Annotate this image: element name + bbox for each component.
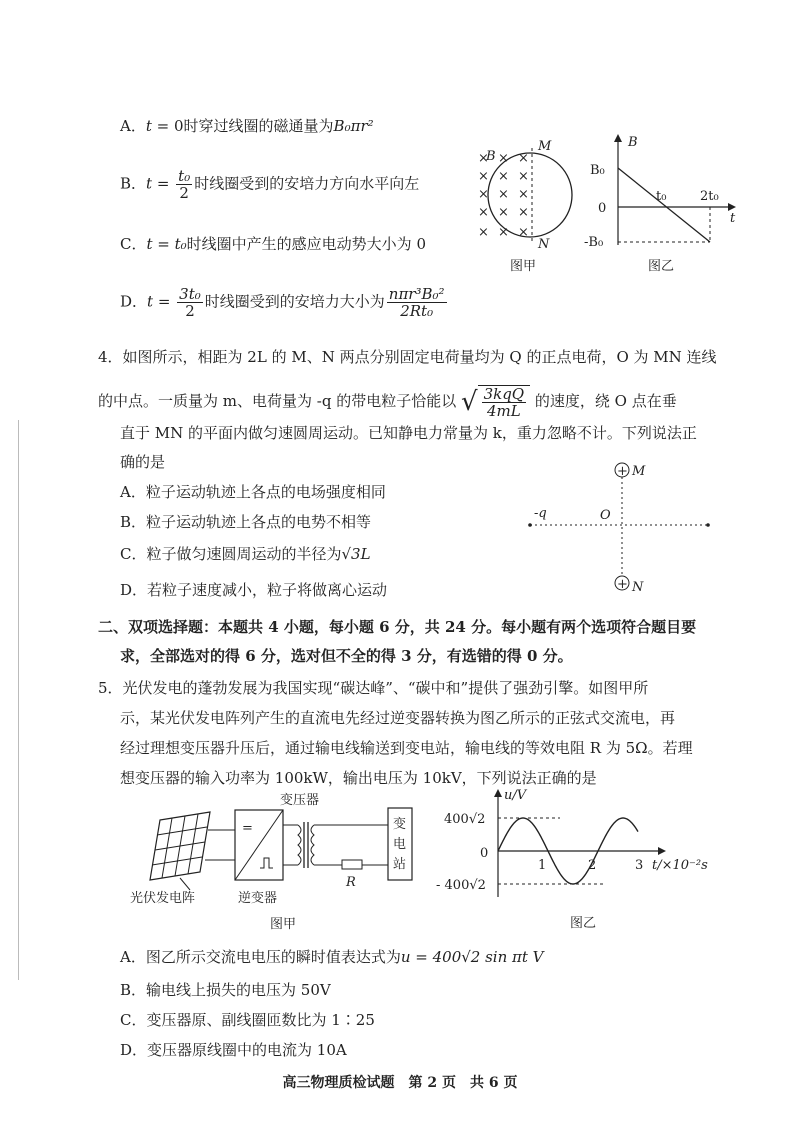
q5-option-b: B．输电线上损失的电压为 50V: [120, 981, 331, 999]
svg-text:=: =: [242, 821, 253, 836]
svg-text:O: O: [600, 508, 611, 523]
q5-line-2: 示，某光伏发电阵列产生的直流电先经过逆变器转换为图乙所示的正弦式交流电，再: [120, 709, 676, 727]
svg-text:×: ×: [478, 151, 489, 166]
svg-text:变: 变: [393, 817, 407, 832]
svg-text:×: ×: [478, 187, 489, 202]
svg-text:3: 3: [635, 858, 644, 873]
svg-text:×: ×: [518, 225, 529, 240]
svg-text:×: ×: [478, 225, 489, 240]
svg-text:×: ×: [498, 151, 509, 166]
point-m-label: M: [538, 139, 552, 154]
q4-option-a: A．粒子运动轨迹上各点的电场强度相同: [120, 483, 386, 501]
svg-text:- 400√2: - 400√2: [436, 878, 486, 893]
svg-text:×: ×: [478, 169, 489, 184]
svg-text:×: ×: [498, 225, 509, 240]
resistor-r: [342, 860, 362, 869]
svg-text:-B₀: -B₀: [584, 235, 604, 250]
q4-option-d: D．若粒子速度减小，粒子将做离心运动: [120, 581, 388, 599]
transformer-icon: [298, 822, 314, 868]
figure-caption: 图乙: [648, 259, 675, 274]
q3-option-b: B．t = $\frac{\text{t₀}}{2}$ 时线圈受到的安培力方向水平向左: [120, 167, 420, 202]
q4-line-3: 直于 MN 的平面内做匀速圆周运动。已知静电力常量为 k，重力忽略不计。下列说法正: [120, 424, 697, 442]
q5-option-d: D．变压器原线圈中的电流为 10A: [120, 1041, 347, 1059]
section-2-heading-line-1: 二、双项选择题：本题共 4 小题，每小题 6 分，共 24 分。每小题有两个选项符合题目要: [98, 618, 697, 636]
fraction: nπr³B₀² 2Rt₀: [388, 285, 445, 320]
svg-text:×: ×: [518, 169, 529, 184]
q4-option-c: C．粒子做匀速圆周运动的半径为√3L: [120, 545, 371, 563]
svg-text:t₀: t₀: [656, 189, 667, 204]
svg-text:站: 站: [393, 857, 407, 872]
q3-option-d: D．t = $\frac{\text{3t₀}}{2}$ 时线圈受到的安培力大小为 nπr³B₀² 2Rt₀: [120, 285, 445, 320]
svg-text:电: 电: [393, 837, 407, 852]
svg-text:-q: -q: [534, 506, 547, 521]
figure-caption: 图乙: [570, 916, 597, 931]
svg-text:N: N: [632, 580, 644, 595]
svg-text:t: t: [730, 211, 736, 226]
svg-text:2t₀: 2t₀: [700, 189, 719, 204]
fraction: $\frac{\text{3t₀}}{2}$: [179, 285, 201, 320]
field-label-b: B: [486, 149, 496, 164]
sqrt-expression: √ 3kqQ 4mL: [461, 385, 530, 419]
page-footer: 高三物理质检试题 第 2 页 共 6 页: [282, 1075, 518, 1091]
q5-line-3: 经过理想变压器升压后，通过输电线输送到变电站，输电线的等效电阻 R 为 5Ω。若理: [120, 739, 693, 757]
svg-text:B: B: [628, 135, 638, 150]
section-2-heading-line-2: 求，全部选对的得 6 分，选对但不全的得 3 分，有选错的得 0 分。: [120, 647, 573, 665]
svg-text:B₀: B₀: [590, 163, 605, 178]
q5-line-4: 想变压器的输入功率为 100kW，输出电压为 10kV，下列说法正确的是: [120, 769, 597, 787]
q3-option-a: A．t = 0时穿过线圈的磁通量为B₀πr²: [120, 117, 374, 135]
solar-panel-icon: [150, 812, 210, 890]
q4-line-1: 4．如图所示，相距为 2L 的 M、N 两点分别固定电荷量均为 Q 的正点电荷，O 为 MN 连线: [98, 348, 717, 366]
svg-text:R: R: [346, 875, 356, 890]
figure-caption: 图甲: [510, 259, 537, 274]
fraction: $\frac{\text{t₀}}{2}$: [178, 167, 191, 202]
q4-option-b: B．粒子运动轨迹上各点的电势不相等: [120, 513, 372, 531]
b-line: [618, 168, 710, 242]
q3-figure-bt-graph: [584, 130, 750, 280]
svg-text:0: 0: [598, 201, 607, 216]
q3-option-c: C．t = t₀时线圈中产生的感应电动势大小为 0: [120, 235, 426, 253]
magnetic-field-crosses: [478, 151, 529, 240]
svg-text:M: M: [632, 464, 646, 479]
svg-text:变压器: 变压器: [280, 793, 320, 808]
svg-text:×: ×: [518, 205, 529, 220]
margin-line: [18, 420, 19, 980]
svg-text:t/×10⁻²s: t/×10⁻²s: [652, 858, 708, 873]
svg-text:×: ×: [498, 205, 509, 220]
svg-text:×: ×: [518, 151, 529, 166]
q5-line-1: 5．光伏发电的蓬勃发展为我国实现“碳达峰”、“碳中和”提供了强劲引擎。如图甲所: [98, 679, 649, 697]
svg-text:光伏发电阵: 光伏发电阵: [130, 891, 196, 906]
q5-figure-circuit: [130, 790, 430, 930]
svg-text:×: ×: [498, 187, 509, 202]
svg-text:+: +: [617, 464, 628, 479]
q4-line-2: 的中点。一质量为 m、电荷量为 -q 的带电粒子恰能以 √ 3kqQ 4mL 的速度，绕 O 点在垂: [98, 385, 677, 420]
svg-text:400√2: 400√2: [444, 812, 486, 827]
svg-text:+: +: [617, 577, 628, 592]
q4-line-4: 确的是: [120, 453, 166, 471]
svg-text:×: ×: [518, 187, 529, 202]
svg-text:u/V: u/V: [504, 788, 527, 803]
svg-text:×: ×: [498, 169, 509, 184]
q3-figure-coil: [470, 130, 590, 280]
q5-option-c: C．变压器原、副线圈匝数比为 1∶25: [120, 1011, 375, 1029]
svg-text:1: 1: [538, 858, 547, 873]
q5-figure-sine-graph: [430, 785, 730, 935]
svg-text:0: 0: [480, 846, 489, 861]
svg-text:2: 2: [588, 858, 597, 873]
svg-text:逆变器: 逆变器: [238, 891, 278, 906]
q5-option-a: A．图乙所示交流电电压的瞬时值表达式为u = 400√2 sin πt V: [120, 948, 544, 966]
q4-figure-charges: [530, 455, 720, 600]
svg-text:×: ×: [478, 205, 489, 220]
figure-caption: 图甲: [270, 917, 297, 932]
point-n-label: N: [538, 237, 550, 252]
inverter-box: [235, 810, 283, 880]
